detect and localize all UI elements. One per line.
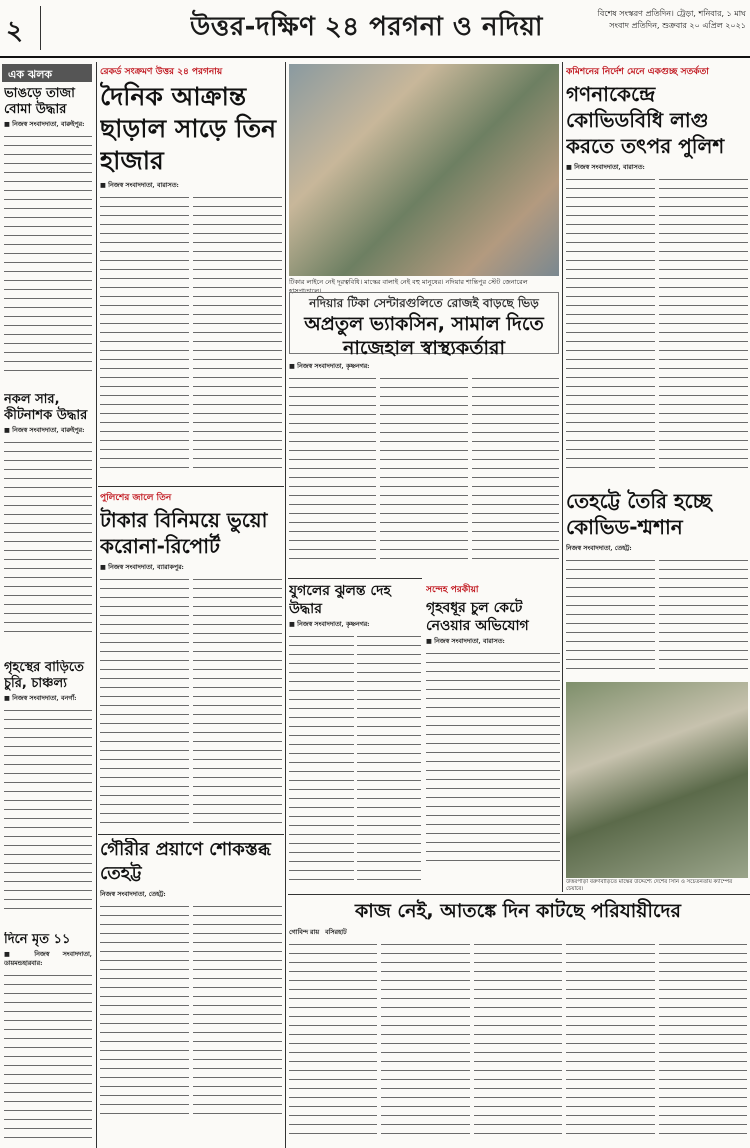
masthead-edition: বিশেষ সংস্করণ প্রতিদিন। ট্রেড়া, শনিবার, ১ মাঘ bbox=[597, 9, 746, 18]
article-headline: কাজ নেই, আতঙ্কে দিন কাটছে পরিযায়ীদের bbox=[355, 900, 681, 922]
page-title: উত্তর-দক্ষিণ ২৪ পরগনা ও নদিয়া bbox=[190, 12, 543, 42]
article-gouri bbox=[100, 838, 282, 1148]
column-rule bbox=[96, 62, 97, 1148]
article-kicker: কমিশনের নির্দেশ মেনে একগুচ্ছ সতর্কতা bbox=[566, 67, 709, 77]
article-body bbox=[193, 192, 282, 472]
brief-item bbox=[4, 392, 92, 654]
article-fake-report bbox=[100, 490, 282, 830]
brief-headline: দিনে মৃত ১১ bbox=[4, 932, 71, 947]
article-police bbox=[566, 64, 748, 484]
article-headline: টাকার বিনিময়ে ভুয়ো করোনা-রিপোর্ট bbox=[100, 508, 268, 558]
brief-dateline: ■ নিজস্ব সংবাদদাতা, বারুইপুর: bbox=[4, 427, 85, 434]
article-kicker: পুলিশের জালে তিন bbox=[100, 493, 172, 503]
masthead-date: সংবাদ প্রতিদিন, শুক্রবার ২০ এপ্রিল ২০২১ bbox=[609, 21, 746, 30]
crowd-photo bbox=[289, 64, 559, 276]
article-body bbox=[380, 373, 467, 563]
article-vaccine bbox=[289, 362, 559, 574]
photo-caption: উত্তরপাড়া বরুণবাড়িতে মাস্কের উদ্দেশ্যে দেশের সিনি ও সচেতনতায় ক্যাম্পের চেয়ারে। bbox=[566, 879, 733, 892]
brief-item bbox=[4, 86, 92, 386]
brief-dateline: ■ নিজস্ব সংবাদদাতা, বারুইপুর: bbox=[4, 121, 85, 128]
article-body bbox=[474, 939, 562, 1139]
divider bbox=[98, 834, 284, 835]
article-body bbox=[381, 939, 469, 1139]
article-headline: গৃহবধূর চুল কেটে নেওয়ার অভিযোগ bbox=[426, 600, 529, 634]
brief-body bbox=[4, 437, 92, 637]
article-dateline: ■ নিজস্ব সংবাদদাতা, কৃষ্ণনগর: bbox=[289, 621, 370, 628]
brief-headline: ভাঙড়ে তাজা বোমা উদ্ধার bbox=[4, 86, 75, 117]
divider bbox=[288, 894, 750, 895]
masthead-info bbox=[560, 8, 746, 32]
article-body bbox=[100, 192, 189, 472]
article-kicker: সন্দেহ পরকীয়া bbox=[426, 585, 479, 595]
article-body bbox=[426, 648, 560, 868]
article-headline: যুগলের ঝুলন্ত দেহ উদ্ধার bbox=[289, 583, 391, 617]
brief-item bbox=[4, 932, 92, 1146]
section-label: এক ঝলক bbox=[2, 64, 92, 82]
article-body bbox=[659, 174, 748, 474]
article-hair bbox=[426, 582, 560, 892]
brief-headline: নকল সার, কীটনাশক উদ্ধার bbox=[4, 392, 88, 423]
article-body bbox=[566, 174, 655, 474]
article-headline: তেহট্টে তৈরি হচ্ছে কোভিড-শ্মশান bbox=[566, 489, 712, 539]
article-body bbox=[566, 555, 655, 675]
article-dateline: নিজস্ব সংবাদদাতা, তেহট্ট: bbox=[100, 891, 166, 898]
cycle-photo bbox=[566, 682, 748, 878]
article-body bbox=[193, 574, 282, 824]
article-body bbox=[100, 574, 189, 824]
article-body bbox=[472, 373, 559, 563]
masthead bbox=[0, 0, 750, 58]
article-bodies bbox=[289, 582, 421, 892]
brief-dateline: ■ নিজস্ব সংবাদদাতা, ডায়মন্ডহারবার: bbox=[4, 951, 92, 967]
article-body bbox=[193, 901, 282, 1121]
brief-item bbox=[4, 660, 92, 928]
article-location: বসিরহাট bbox=[325, 929, 347, 936]
article-covid-cases bbox=[100, 64, 282, 484]
column-rule bbox=[285, 62, 286, 1148]
article-dateline: ■ নিজস্ব সংবাদদাতা, বারাসত: bbox=[426, 638, 505, 645]
article-headline: দৈনিক আক্রান্ত ছাড়াল সাড়ে তিন হাজার bbox=[100, 82, 277, 175]
article-crematorium bbox=[566, 488, 748, 678]
brief-body bbox=[4, 131, 92, 371]
divider bbox=[288, 578, 422, 579]
brief-body bbox=[4, 705, 92, 915]
divider bbox=[98, 486, 284, 487]
article-byline: গোবিন্দ রায় bbox=[289, 929, 320, 936]
article-dateline: ■ নিজস্ব সংবাদদাতা, বারাসত: bbox=[100, 182, 179, 189]
photo-caption: টিকার লাইনে নেই দূরত্ববিধি। মাস্কের বালাই নেই বহু মানুষের। নদিয়ার শান্তিপুর স্টেট জেনারেল হাসপাতালে। bbox=[289, 278, 528, 295]
brief-body bbox=[4, 970, 92, 1140]
column-rule bbox=[562, 62, 563, 892]
page-number: ২ bbox=[6, 16, 23, 46]
brief-headline: গৃহস্থের বাড়িতে চুরি, চাঞ্চল্য bbox=[4, 660, 84, 691]
article-headline: গৌরীর প্রয়াণে শোকস্তব্ধ তেহট্ট bbox=[100, 839, 271, 884]
article-body bbox=[100, 901, 189, 1121]
masthead-divider bbox=[40, 6, 41, 50]
article-dateline: ■ নিজস্ব সংবাদদাতা, ব্যারাকপুর: bbox=[100, 564, 184, 571]
brief-dateline: ■ নিজস্ব সংবাদদাতা, বনগাঁ: bbox=[4, 695, 77, 702]
article-body bbox=[659, 555, 748, 675]
article-dateline: ■ নিজস্ব সংবাদদাতা, কৃষ্ণনগর: bbox=[289, 363, 370, 370]
article-body bbox=[289, 939, 377, 1139]
article-migrants bbox=[289, 898, 747, 1148]
article-dateline: নিজস্ব সংবাদদাতা, তেহট্ট: bbox=[566, 545, 632, 552]
article-body bbox=[289, 631, 354, 881]
article-body bbox=[566, 939, 654, 1139]
article-headline: অপ্রতুল ভ্যাকসিন, সামাল দিতে নাজেহাল স্বাস্থ্যকর্তারা bbox=[304, 313, 544, 359]
article-kicker: নদিয়ার টিকা সেন্টারগুলিতে রোজই বাড়ছে ভিড় bbox=[309, 296, 539, 310]
article-body bbox=[659, 939, 747, 1139]
article-kicker: রেকর্ড সংক্রমণ উত্তর ২৪ পরগনায় bbox=[100, 67, 223, 77]
article-body bbox=[357, 631, 422, 881]
article-body bbox=[289, 373, 376, 563]
article-dateline: ■ নিজস্ব সংবাদদাতা, বারাসত: bbox=[566, 164, 645, 171]
article-headline: গণনাকেন্দ্রে কোভিডবিধি লাগু করতে তৎপর পুলিশ bbox=[566, 82, 725, 158]
